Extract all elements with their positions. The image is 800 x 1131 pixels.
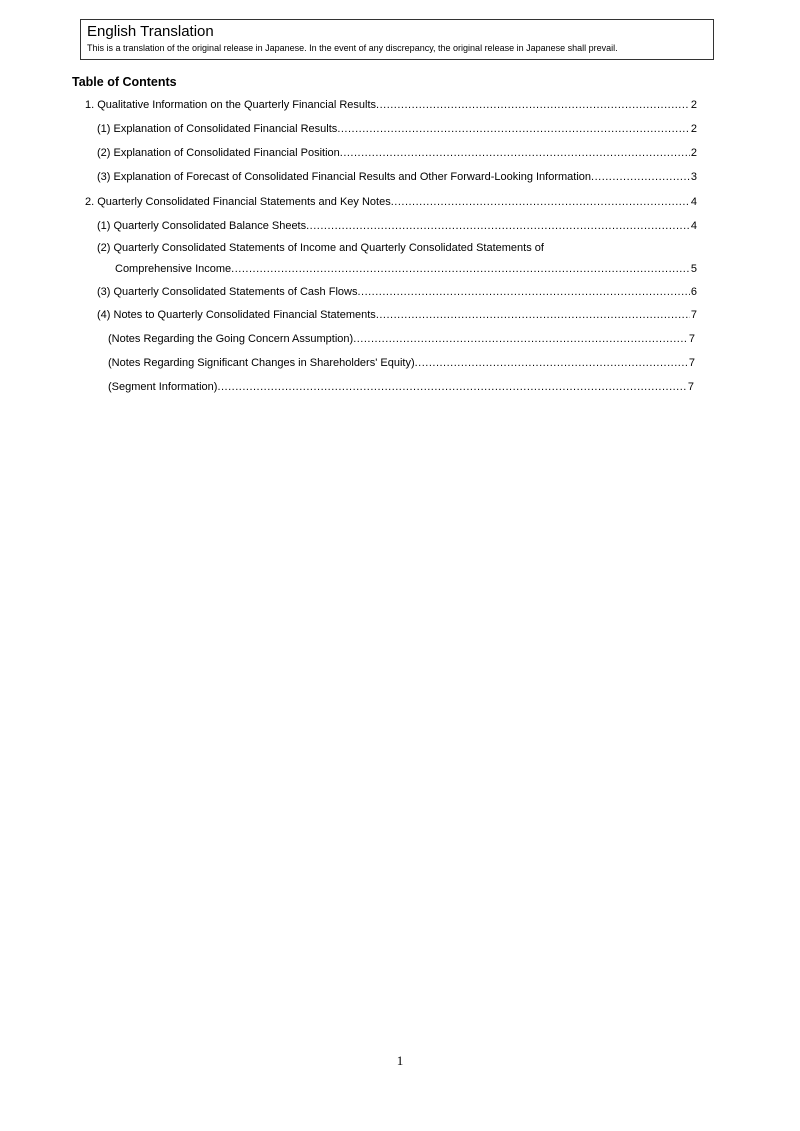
toc-entry-label: (3) Explanation of Forecast of Consolidated Financial Results and Other Forward-Looking Information (97, 171, 592, 183)
translation-notice-box (80, 19, 714, 60)
toc-entry-page: 3 (690, 171, 697, 183)
toc-entry-section-2-1[interactable] (97, 219, 697, 233)
toc-entry-label-continued: Comprehensive Income (115, 263, 232, 275)
dot-leader (591, 170, 690, 184)
toc-entry-page: 2 (690, 147, 697, 159)
toc-entry-label: (1) Quarterly Consolidated Balance Sheets (97, 220, 307, 232)
toc-entry-label: (Notes Regarding the Going Concern Assumption) (108, 333, 354, 345)
toc-entry-label: (1) Explanation of Consolidated Financial Results (97, 123, 338, 135)
toc-entry-page: 7 (687, 381, 694, 393)
toc-entry-label: 2. Quarterly Consolidated Financial Statements and Key Notes (85, 196, 391, 208)
dot-leader (391, 195, 690, 209)
toc-entry-shareholders-equity[interactable] (108, 356, 695, 370)
page-number: 1 (396, 1053, 404, 1068)
notice-title: English Translation (87, 23, 214, 40)
dot-leader (337, 122, 690, 136)
notice-text: This is a translation of the original release in Japanese. In the event of any discrepancy, the original release in Japanese shall prevail. (87, 43, 618, 53)
dot-leader (415, 356, 688, 370)
dot-leader (217, 380, 686, 394)
toc-entry-label: (4) Notes to Quarterly Consolidated Financial Statements (97, 309, 376, 321)
toc-entry-section-2-3[interactable] (97, 285, 697, 299)
dot-leader (306, 219, 690, 233)
toc-entry-page: 2 (690, 123, 697, 135)
toc-entry-label: 1. Qualitative Information on the Quarterly Financial Results (85, 99, 377, 111)
toc-entry-page: 7 (688, 333, 695, 345)
toc-entry-section-1-1[interactable] (97, 122, 697, 136)
toc-entry-page: 5 (690, 263, 697, 275)
dot-leader (231, 262, 690, 276)
dot-leader (376, 308, 690, 322)
dot-leader (357, 285, 689, 299)
toc-entry-continuation (97, 262, 697, 276)
toc-entry-label: (Notes Regarding Significant Changes in Shareholders' Equity) (108, 357, 415, 369)
toc-entry-section-1-2[interactable] (97, 146, 697, 160)
toc-entry-page: 4 (690, 196, 697, 208)
toc-entry-section-2[interactable] (85, 195, 697, 209)
toc-entry-page: 7 (688, 357, 695, 369)
dot-leader (376, 98, 690, 112)
toc-entry-page: 4 (690, 220, 697, 232)
toc-entry-section-2-2[interactable] (97, 241, 697, 276)
toc-entry-label: (Segment Information) (108, 381, 218, 393)
toc-entry-section-2-4[interactable] (97, 308, 697, 322)
toc-entry-going-concern[interactable] (108, 332, 695, 346)
toc-entry-section-1[interactable] (85, 98, 697, 112)
toc-entry-label: (3) Quarterly Consolidated Statements of Cash Flows (97, 286, 358, 298)
toc-entry-segment-information[interactable] (108, 380, 694, 394)
toc-entry-label: (2) Quarterly Consolidated Statements of Income and Quarterly Consolidated Statements of (97, 242, 544, 254)
toc-entry-section-1-3[interactable] (97, 170, 697, 184)
toc-entry-page: 6 (690, 286, 697, 298)
toc-entry-page: 2 (690, 99, 697, 111)
toc-entry-page: 7 (690, 309, 697, 321)
dot-leader (340, 146, 690, 160)
toc-entry-label: (2) Explanation of Consolidated Financial Position (97, 147, 340, 159)
toc-heading: Table of Contents (72, 75, 177, 89)
dot-leader (353, 332, 688, 346)
